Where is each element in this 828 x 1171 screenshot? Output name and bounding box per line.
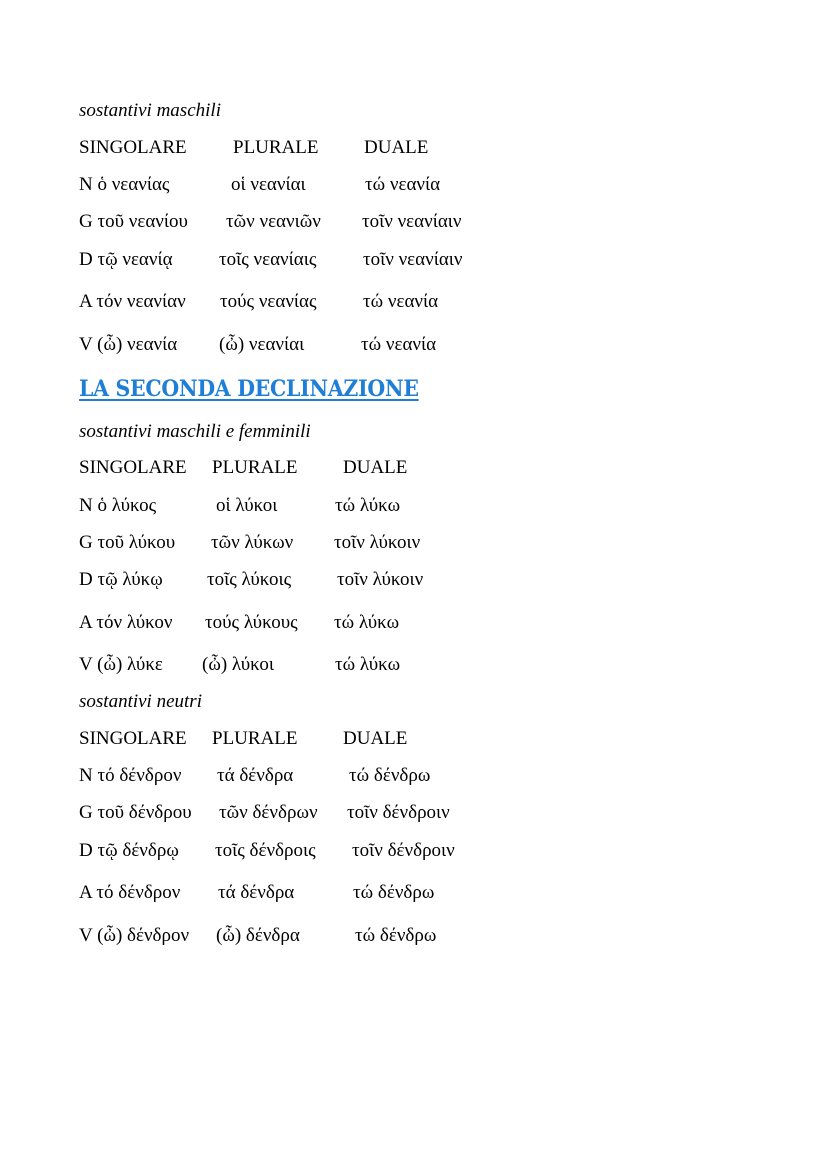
section2-row2-dual: τοῖν λύκοιν <box>334 532 421 553</box>
section1-row2-dual: τοῖν νεανίαιν <box>362 211 462 232</box>
section3-header-plurale: PLURALE <box>212 728 298 749</box>
section2-row5-singular: V (ὦ) λύκε <box>79 654 163 675</box>
section2-row4-singular: A τόν λύκον <box>79 612 173 633</box>
section3-row1-plural: τά δένδρα <box>217 765 294 786</box>
section1-row5-plural: (ὦ) νεανίαι <box>219 334 305 355</box>
section3-row3-dual: τοῖν δένδροιν <box>352 840 455 861</box>
section3-row1-singular: N τό δένδρον <box>79 765 182 786</box>
section1-row5-singular: V (ὦ) νεανία <box>79 334 178 355</box>
section1-header-duale: DUALE <box>364 137 429 158</box>
section1-row3-singular: D τῷ νεανίᾳ <box>79 249 173 270</box>
section3-row1-dual: τώ δένδρω <box>349 765 431 786</box>
section2-row3-singular: D τῷ λύκῳ <box>79 569 163 590</box>
section2-row4-dual: τώ λύκω <box>334 612 400 633</box>
section1-row2-plural: τῶν νεανιῶν <box>226 211 321 232</box>
section2-row1-plural: οἱ λύκοι <box>216 495 278 516</box>
section1-subtitle: sostantivi maschili <box>79 100 221 121</box>
section2-row2-plural: τῶν λύκων <box>211 532 294 553</box>
section3-row4-plural: τά δένδρα <box>218 882 295 903</box>
section2-row3-dual: τοῖν λύκοιν <box>337 569 424 590</box>
section2-subtitle: sostantivi maschili e femminili <box>79 421 311 442</box>
section3-row2-singular: G τοῦ δένδρου <box>79 802 192 823</box>
section-heading: LA SECONDA DECLINAZIONE <box>79 376 419 402</box>
section2-row1-dual: τώ λύκω <box>335 495 401 516</box>
section3-header-singolare: SINGOLARE <box>79 728 187 749</box>
section3-row4-singular: A τό δένδρον <box>79 882 181 903</box>
section2-row5-dual: τώ λύκω <box>335 654 401 675</box>
section2-header-singolare: SINGOLARE <box>79 457 187 478</box>
section3-header-duale: DUALE <box>343 728 408 749</box>
section3-subtitle: sostantivi neutri <box>79 691 202 712</box>
section1-row5-dual: τώ νεανία <box>361 334 437 355</box>
section1-row1-dual: τώ νεανία <box>365 174 441 195</box>
section2-row3-plural: τοῖς λύκοις <box>207 569 292 590</box>
section2-row4-plural: τούς λύκους <box>205 612 298 633</box>
section1-row3-plural: τοῖς νεανίαις <box>219 249 317 270</box>
section3-row2-plural: τῶν δένδρων <box>219 802 318 823</box>
section2-header-duale: DUALE <box>343 457 408 478</box>
section1-row4-singular: A τόν νεανίαν <box>79 291 186 312</box>
section3-row2-dual: τοῖν δένδροιν <box>347 802 450 823</box>
section1-row1-singular: N ὁ νεανίας <box>79 174 170 195</box>
section1-row2-singular: G τοῦ νεανίου <box>79 211 188 232</box>
section1-row1-plural: οἱ νεανίαι <box>231 174 306 195</box>
section1-row4-dual: τώ νεανία <box>363 291 439 312</box>
section3-row3-singular: D τῷ δένδρῳ <box>79 840 179 861</box>
section3-row3-plural: τοῖς δένδροις <box>215 840 316 861</box>
section1-row4-plural: τούς νεανίας <box>220 291 317 312</box>
section1-header-singolare: SINGOLARE <box>79 137 187 158</box>
section1-header-plurale: PLURALE <box>233 137 319 158</box>
section2-row5-plural: (ὦ) λύκοι <box>202 654 274 675</box>
section3-row5-dual: τώ δένδρω <box>355 925 437 946</box>
section1-row3-dual: τοῖν νεανίαιν <box>363 249 463 270</box>
section2-row2-singular: G τοῦ λύκου <box>79 532 176 553</box>
section3-row4-dual: τώ δένδρω <box>353 882 435 903</box>
section3-row5-singular: V (ὦ) δένδρον <box>79 925 190 946</box>
section3-row5-plural: (ὦ) δένδρα <box>216 925 300 946</box>
section2-header-plurale: PLURALE <box>212 457 298 478</box>
section2-row1-singular: N ὁ λύκος <box>79 495 157 516</box>
